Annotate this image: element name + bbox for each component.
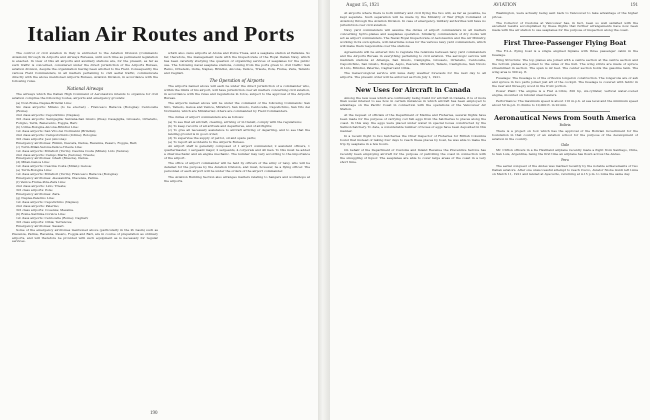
list-item: 1st class airports: San Vito dei Normanni (Brindisi); <box>16 128 97 133</box>
journal-name: AVIATION <box>493 3 517 8</box>
list-item: (b) Udine-Bologna-Ancona-Brindisi Line: <box>16 124 79 129</box>
list-item: (e) Turin-Bologna Line: <box>16 168 52 173</box>
section-heading-canada: New Uses for Aircraft in Canada <box>355 86 471 95</box>
duties-list <box>164 121 310 145</box>
section-heading-network: National Airways <box>66 85 104 91</box>
section-heading-flying-boat: First Three-Passenger Flying Boat <box>503 39 627 48</box>
right-columns <box>340 12 638 412</box>
list-item: (e) To report all accidents to the Airports Bureau. <box>168 139 245 144</box>
list-item: Emergency airdromes: Zara. <box>16 192 61 197</box>
left-columns <box>12 52 310 412</box>
list-item: (a) Novi-Rome-Naples-Brindisi Line: <box>16 101 72 106</box>
paragraph: On behalf of the Department of Customs and Inland Revenue the Preventive Service has recently been employing aircraft for the purpose of patrolling the coast in connection with the smuggling of liquor. The seaplanes are able to cover large areas of the coast in a very short time. <box>340 147 486 164</box>
section-heading-south-america: Aeronautical News from South America <box>494 113 636 122</box>
paragraph: The Collector of Customs at Vancouver has, in fact, been so well satisfied with the excellent results accomplished by these flights that further arrangements have now been made with the air station to use seaplanes for the purpose of inspection along the coast. <box>492 20 638 33</box>
list-item: (d) To supervise the supply of petrol, oil and spare parts; <box>168 135 256 140</box>
list-item: (h) Rome-Sardinia-Corsica Line: <box>16 211 66 216</box>
list-item: 1st class airports: Centocelle (Rome); Cagliari; <box>16 215 89 220</box>
paragraph: Wing Structure: The top planes are joined with a centre section at the centre section and the bottom planes are joined to the sides of the hull. The wing struts are made of spruce streamlined in section. The span is 42 feet. The center section holds the gasoline tank. The wing area is 300 sq. ft. <box>492 58 638 75</box>
column-2 <box>164 52 310 412</box>
paragraph: In a recent flight to two hatcheries the Chief Inspector of Fisheries for British Columbia found that instead of taking four days to reach these places by boat, he was able to make the trip by seaplane in a few hours. <box>340 134 486 147</box>
list-item: 3rd class airports: Cosenza; Messina. <box>16 207 74 212</box>
list-item: (g) Naples-Palermo Line: <box>16 196 55 200</box>
column-1 <box>12 52 158 412</box>
paragraph: The Aviation Building Section also arranges matters relating to hangars and workshops at the airports. <box>164 174 310 183</box>
paragraph: There is a project on foot which has the approval of the Bolivian Government for the foundation in that country of an aviation school for the purpose of the development of aviation in the country. <box>492 129 638 141</box>
list-item: (f) Venice-Fiume-Pola-Zara Line: <box>16 180 66 185</box>
intro-paragraph: The control of civil aviation in Italy is entrusted to the Aviation Division (Commando Aviazioni) through its Airports and Airways Bureaus, until such time as permanent legislation is enacted. In view of this all airports and auxiliary stations are, for the present, as far as such traffic is concerned, considered under the direct jurisdiction of the Airports Bureau, aviation division, despite the organization having been allotted to the Field. Consequently the various Field Commanders, in all matters pertaining to civil aerial traffic, communicate directly with the above mentioned Airports Bureau, Aviation Division, in accordance with the following rules. <box>12 52 158 83</box>
column-4 <box>492 12 638 412</box>
divider <box>368 83 458 84</box>
list-item: 3rd class airports: Jesi (Ancona); <box>16 136 67 141</box>
list-item: 3rd class airports: Pola; <box>16 188 53 193</box>
country-subheading: Chile <box>560 142 570 147</box>
list-item: 2nd class airports: Capodichino (Naples); <box>16 112 81 117</box>
right-page <box>330 0 650 420</box>
list-item: Emergency airdromes: Rimini, Pescara, Padua, Ravenna, Pesaro, Foggia, Bari; <box>16 140 138 145</box>
running-head <box>346 3 638 8</box>
routes-list <box>12 102 158 229</box>
list-item: 2nd class airports: Lido; Trieste; <box>16 184 67 189</box>
paragraph: At airports where there is both military and civil flying the two will, as far as possible, be kept separate. Such separation will be made by the Ministry of War (High Command of Aviation) through the Aviation Division. In case of emergency, military authorities will have no jurisdiction over civil aviation. <box>340 12 486 27</box>
list-item: 1st class airports: Mirafiori (Turin); Cascina Costa (Milan); Lido (Venice); <box>16 148 130 153</box>
page-number-left: 190 <box>150 411 158 416</box>
paragraph: The F.2.A. flying boat is a single engined biplane with three passenger cabin in the fuselage. <box>492 48 638 57</box>
paragraph: At the request of officials of the Department of Marine and Fisheries, several flights have been made for the purpose of carrying cod fish eggs from the hatcheries to places along the coast. In this way, the eggs were placed under water in special boxes constructed by the Salmon hatchery. To date, a considerable number of boxes of eggs have been deposited in this manner. <box>340 112 486 133</box>
list-item: Emergency airdromes: Sassari. <box>16 223 65 228</box>
list-item: Emergency airdromes: Alessandria, Piacenza, Parma. <box>16 176 99 181</box>
paragraph: The airports named above will each be under the direct jurisdiction of a commander who, within the limits of his airport, will have jurisdiction over all matters concerning civil aviation, in accordance with the rules and regulations in force, subject to the approval of the Airports Bureau. <box>164 83 310 100</box>
paragraph: The meteorological service will issue daily weather forecasts for the next day to all airports. The present order will be enforced as from July 1, 1921. <box>340 71 486 80</box>
column-3 <box>340 12 486 412</box>
list-item: 1st class airports: Cascina Costa (Milan); Genoa; <box>16 164 92 169</box>
page-number: 191 <box>630 3 638 8</box>
paragraph: The duties of airport commanders are as follows: <box>168 114 245 119</box>
list-item: 1st class airports: Capodichino (Naples); <box>16 199 80 204</box>
left-page <box>0 0 318 420</box>
paragraph: The office of airport commander will be held by officers of the army or navy, who will be detailed for the purpose by the Aviation Division, and must, however, be a flying officer. The personnel of each airport will be under the orders of the airport commander. <box>164 161 310 174</box>
paragraph: Power Plant: The engine is a Fiat A.12bis, 300 hp, six-cylinder, vertical water-cooled engine, mounted on tubular steel bearers. <box>492 89 638 98</box>
paragraph: Agreements will be entered into to regulate the relations between navy yard commanders and the Airports Bureau in everything pertaining to civil aviation. The aerologic service will maintain stations at Albenga, San Giusto, Campiglia, Grosseto, Orbetello, Centocelle, Capodichino, San Giusto, Bologna, Aspio, Pescara, Mirafiori, Taliedo, Castiglione, San Nicolo di Lido, Brindisi, Palermo, Cagliari and Olbia. <box>340 49 486 70</box>
list-item: (a) To see that all aircraft, clearing, arriving or in transit, comply with the regulations; <box>168 120 302 125</box>
list-item: (c) To give all necessary assistance to aircraft arriving or departing, and to see that the landing ground is in good order; <box>168 128 310 136</box>
divider <box>520 111 610 112</box>
book-gutter <box>318 0 330 420</box>
section-heading-operation: The Operation of Airports <box>209 77 265 83</box>
issue-date: August 15, 1921 <box>346 3 380 8</box>
list-item: 3rd class airports: Olbia; Terranova; <box>16 219 73 224</box>
list-item: (b) To keep records of all arrivals and departures, and of all flights; <box>168 124 273 129</box>
country-subheading: Peru <box>561 157 569 162</box>
paragraph: Washington, were actually being sent back to Vancouver to take advantage of the higher prices. <box>492 12 638 19</box>
list-item: 3rd class airports: Senigaglia; Sarzana-San Giusto (Pisa); Casagiglia, Grosseto, Orbetello, Foligno, Terni, Benevento, Foggia, Bari; <box>16 116 158 125</box>
paragraph: The airports named above will be under the command of the following Commands: San Siro, Taliedo, Genoa and Venice, Mirafiori, San Giusto, Centocelle, Capodichino, San Vito dei Normanni, which are Ministerial; others are commanded by Field Commanders. <box>164 101 310 114</box>
paragraph: Performance: The maximum speed is about 110 m.p.h. at sea level and the minimum speed about 50 m.p.h. It climbs to 10,000 ft. in 20 min. <box>492 98 638 107</box>
list-item: Six class airports: Milano (to be erected) - Francesco Baracca (Bologna); Centocelle (Rome); <box>16 105 158 114</box>
list-item: (d) Milan-Genoa Line: <box>16 160 50 165</box>
list-item: Emergency airdromes: Ghedi (Brescia), Padua. <box>16 156 89 161</box>
list-item: 2nd class airports: Campoformido (Udine); Bologna; <box>16 132 97 137</box>
list-item: (c) Turin-Milan-Verona-Venice-Trieste Line: <box>16 144 83 149</box>
closing-paragraph: Some of the emergency airdromes mentioned above (particularly in the Po basin) such as Piacenza, Parma, Ravenna, Pesaro, Foggia and Bari, are in course of preparation as ordinary airports, and will therefore be provided with such equipment as is necessary for regular services. <box>12 227 158 244</box>
country-subheading: Bolivia <box>559 123 571 128</box>
list-item: 2nd class airports: Palermo; <box>16 203 60 208</box>
paragraph: Among the new uses which are continually being found for aircraft in Canada, it is of more than usual interest to see how in certain instances in which aircraft has been employed to advantage on the Pacific Coast in connection with the operations of the Vancouver Air Station. <box>340 95 486 112</box>
paragraph: An airport staff is generally composed of 1 airport commander, 2 assistant officers, 1 quartermaster, 1 sergeant major, 2 sergeants, 4 corporals and 40 men. To this must be added a chief mechanic and an engine mechanic. The number may vary according to the importance of the airport. <box>164 143 310 160</box>
paragraph: Mr. Clifton officers in a De Havilland airplane recently made a flight from Santiago, Chile, to San Luis, Argentina, being the first time an airplane has flown across the Andes. <box>492 148 638 157</box>
article-title: Italian Air Routes and Ports <box>27 22 295 46</box>
paragraph: Fuselage: The fuselage is of the orthodox longeron construction. The longerons are of ash and spruce in two parts joined just aft of the cockpit. The fuselage is covered with fabric in the rear and three-ply wood in the front portion. <box>492 75 638 88</box>
paragraph: which also owns airports at Arona and Ponte Tresa, and a seaplane station at Pallanza. So far, therefore, the management rests with the Inspectorate of the Royal Italian Navy, which has been carefully studying the question of organizing services of seaplanes for the public use. The following naval seaplane stations, coming from the ports given to civil traffic: San Remo, Orbetello, Ostia, Naples, Brindisi, Ancona, Venice, Trieste, Pola, Fiume, Zara, Taranto and Cagliari. <box>164 52 310 75</box>
paragraph: The aerial conquest of the Andes was marked recently by the notable achievements of two Italian aviators. After one unsuccessful attempt to reach Cuzco, Aviator Niobe Guidi left Lima on March 11, 1921 and landed at Ayacucho, returning at 4.15 p.m. to Lima the same day. <box>492 163 638 176</box>
list-item: 1st class airports: Mirafiori (Turin); Francesco Baracca (Bologna); <box>16 172 119 177</box>
network-paragraph: The airways which the Italian High Command of Aeronautics intends to organize for civil aviation comprise the following routes, airports and emergency grounds: <box>12 91 158 100</box>
divider <box>520 36 610 37</box>
list-item: 2nd class airports: Campo Marte (Verona); Trieste; <box>16 152 95 157</box>
paragraph: Navy yard commanders will assume the duties of airport commanders in all matters concerning hydro-planes and seaplanes operation. Similarly, commanders of dry docks will act as airport commanders. The Naval Royal Inspectorate of Aeronautics and the Air Ministry, working in its own sphere, will determine zones for the various navy yard commanders, which will make them responsible over the stations. <box>340 28 486 49</box>
